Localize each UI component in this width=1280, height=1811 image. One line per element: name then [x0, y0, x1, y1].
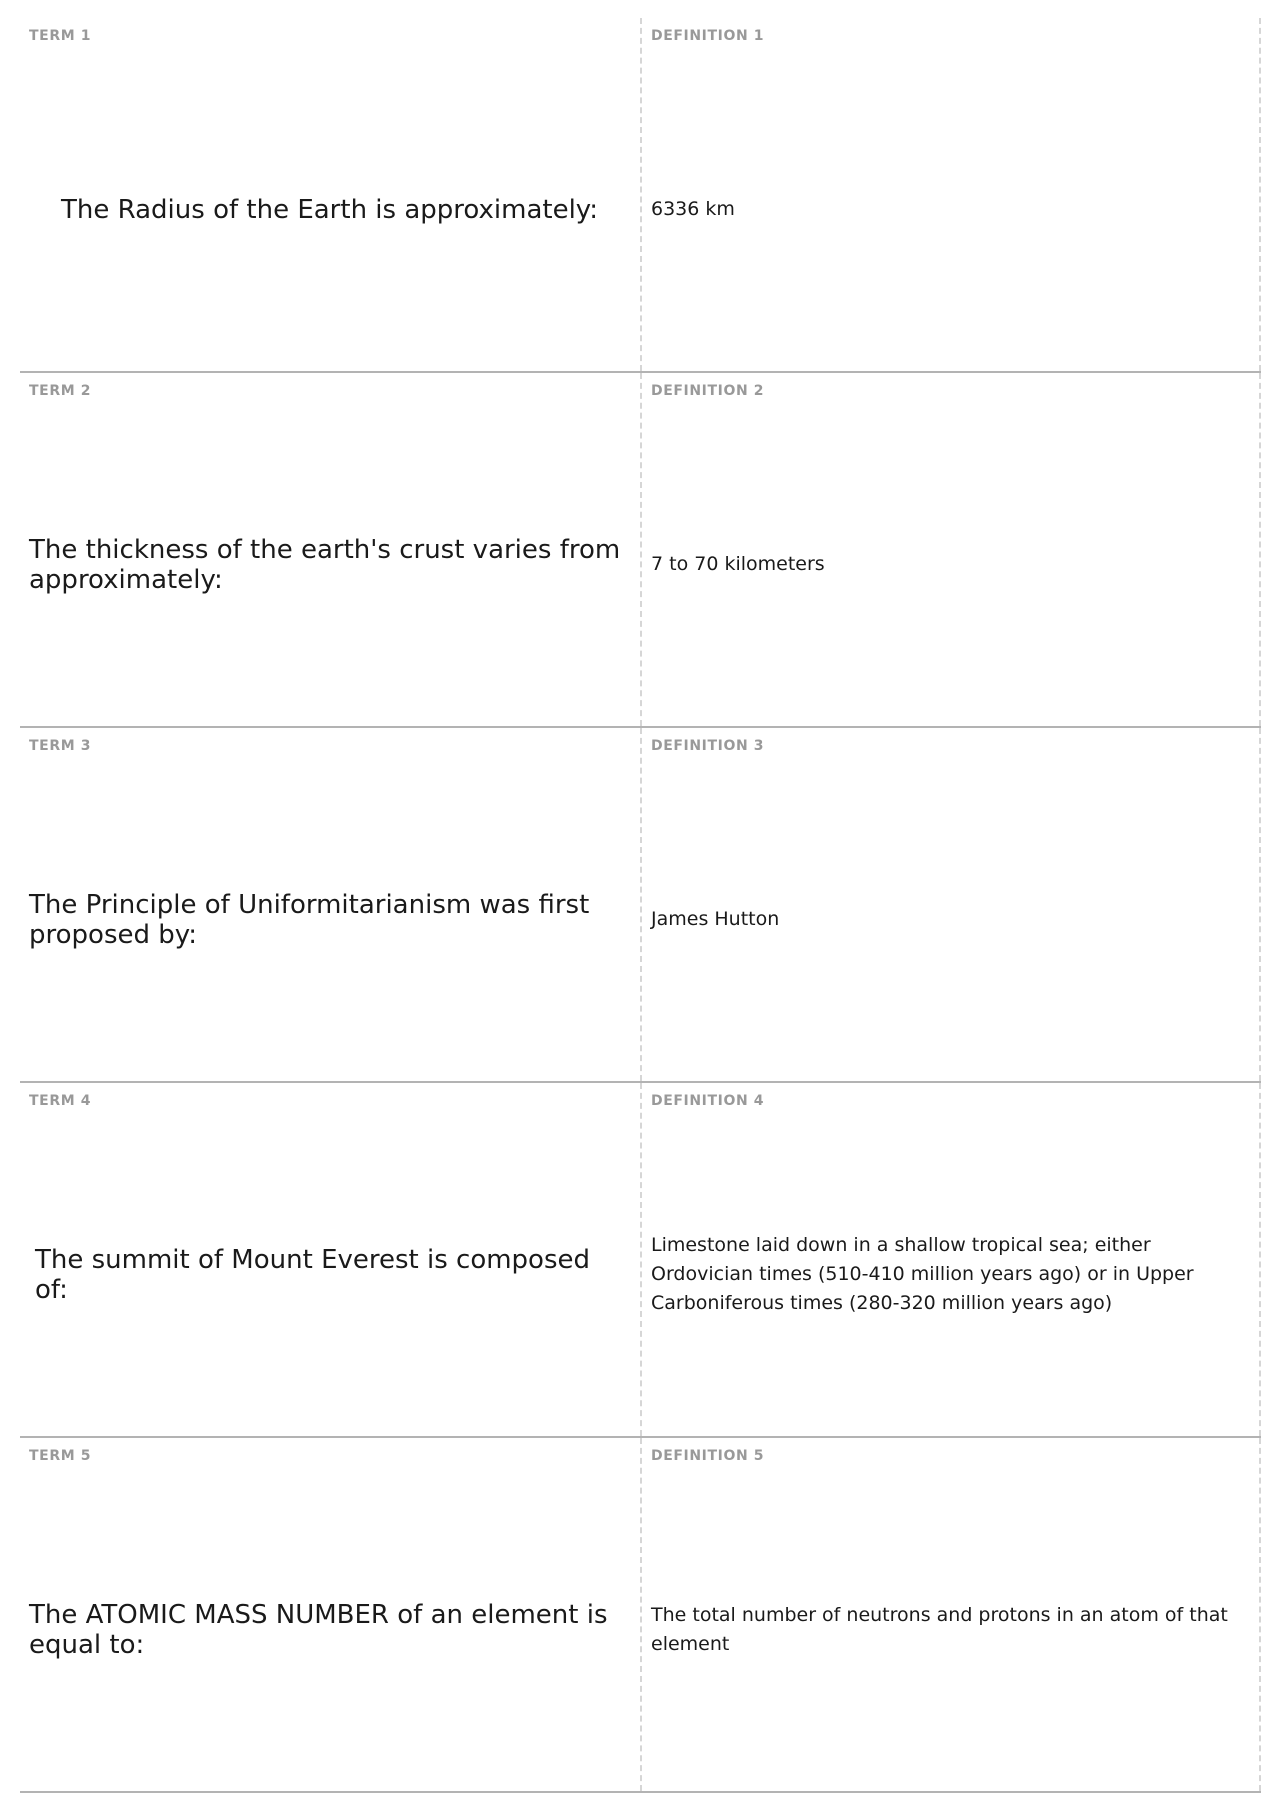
definition-text: The total number of neutrons and protons in an atom of that element — [651, 1603, 1228, 1655]
definition-label: DEFINITION 4 — [651, 1093, 765, 1109]
term-label: TERM 5 — [29, 1448, 92, 1464]
term-cell-4 — [20, 1083, 642, 1436]
term-text: The Principle of Uniformitarianism was first proposed by: — [29, 889, 590, 950]
definition-label: DEFINITION 1 — [651, 28, 765, 44]
definition-text: 6336 km — [651, 198, 735, 220]
definition-body — [651, 413, 1245, 716]
term-body — [29, 1123, 626, 1426]
term-cell-3 — [20, 728, 642, 1081]
definition-label: DEFINITION 3 — [651, 738, 765, 754]
definition-text: 7 to 70 kilometers — [651, 553, 825, 575]
definition-label: DEFINITION 5 — [651, 1448, 765, 1464]
definition-text: Limestone laid down in a shallow tropical sea; either Ordovician times (510-410 million years ago) or in Upper Carboniferous times (280-320 million years ago) — [651, 1234, 1194, 1314]
definition-label: DEFINITION 2 — [651, 383, 765, 399]
term-body — [29, 58, 626, 361]
definition-body — [651, 1478, 1245, 1781]
definition-text: James Hutton — [651, 908, 780, 930]
term-label: TERM 2 — [29, 383, 92, 399]
card-row-4 — [20, 1083, 1261, 1438]
definition-body — [651, 58, 1245, 361]
definition-cell-2 — [642, 373, 1261, 726]
term-label: TERM 4 — [29, 1093, 92, 1109]
card-row-1 — [20, 18, 1261, 373]
card-row-3 — [20, 728, 1261, 1083]
definition-cell-5 — [642, 1438, 1261, 1791]
term-text: The Radius of the Earth is approximately: — [61, 194, 599, 225]
definition-cell-3 — [642, 728, 1261, 1081]
term-body — [29, 768, 626, 1071]
term-body — [29, 1478, 626, 1781]
term-cell-5 — [20, 1438, 642, 1791]
definition-body — [651, 768, 1245, 1071]
card-row-2 — [20, 373, 1261, 728]
term-body — [29, 413, 626, 716]
definition-body — [651, 1123, 1245, 1426]
definition-cell-1 — [642, 18, 1261, 371]
term-cell-2 — [20, 373, 642, 726]
definition-cell-4 — [642, 1083, 1261, 1436]
term-text: The summit of Mount Everest is composed of: — [35, 1244, 591, 1305]
term-cell-1 — [20, 18, 642, 371]
term-label: TERM 3 — [29, 738, 92, 754]
term-text: The ATOMIC MASS NUMBER of an element is equal to: — [29, 1599, 608, 1660]
term-text: The thickness of the earth's crust varies from approximately: — [29, 534, 621, 595]
term-label: TERM 1 — [29, 28, 92, 44]
card-row-5 — [20, 1438, 1261, 1793]
flashcard-sheet — [20, 18, 1261, 1793]
